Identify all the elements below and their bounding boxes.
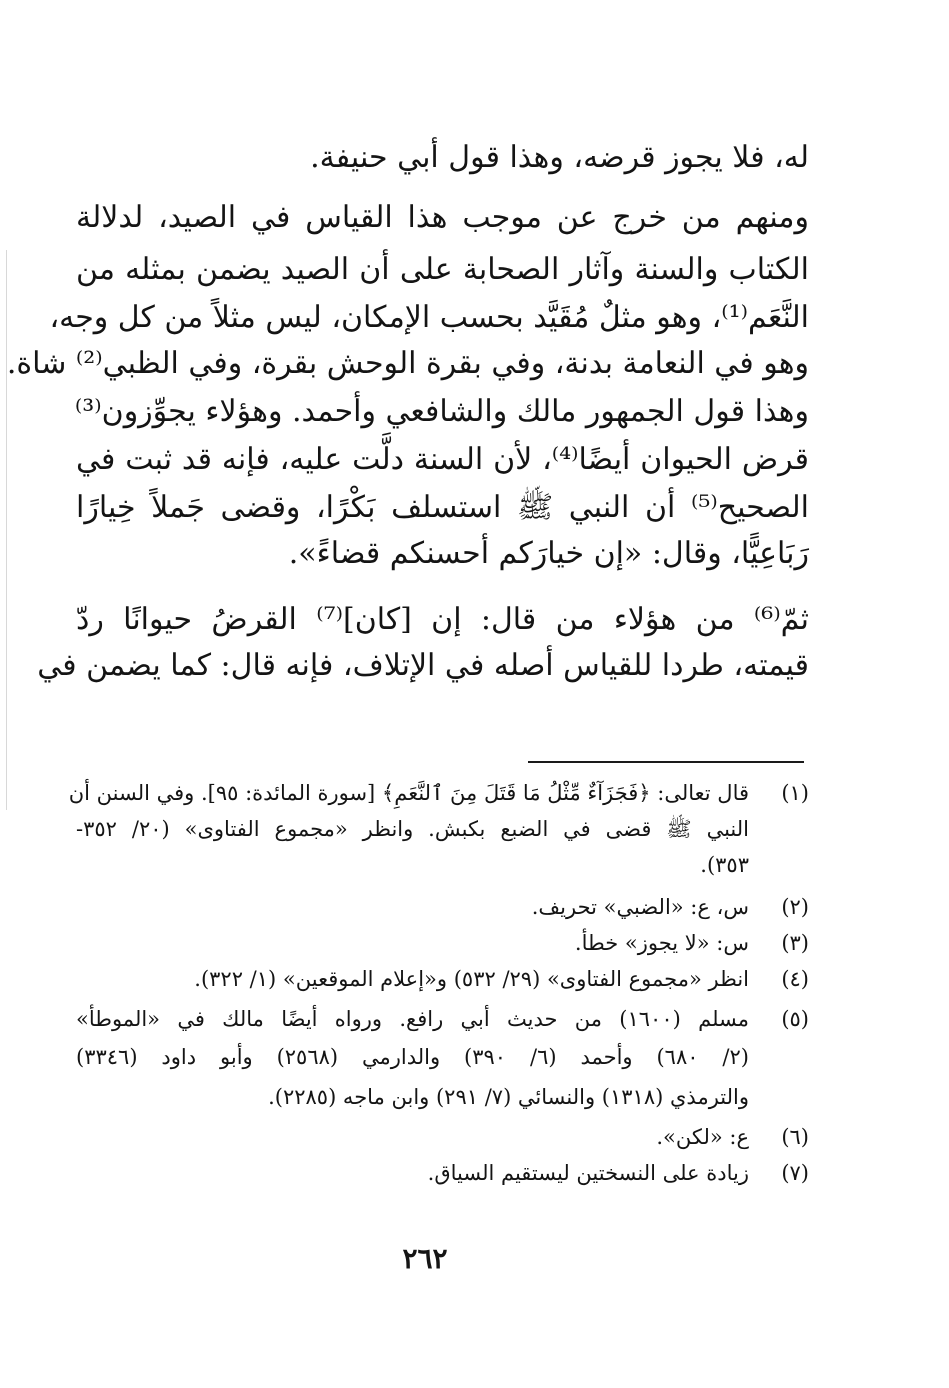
footnote-text: النبي ﷺ قضى في الضبع بكبش. وانظر «مجموع الفتاوى» (٢٠/ ٣٥٢- (76, 817, 749, 841)
footnote-6 (76, 1122, 809, 1156)
page-number: ٢٦٢ (402, 1242, 448, 1275)
text-line: رَبَاعِيًّا، وقال: «إن خيارَكم أحسنكم قضاءً». (288, 536, 809, 571)
footnote-number: (٧) (781, 1161, 809, 1185)
footnote-number: (٤) (781, 967, 809, 991)
footnote-5-cont (76, 1042, 809, 1076)
footnote-text: قال تعالى: ﴿فَجَزَآءٌ مِّثْلُ مَا قَتَلَ مِنَ ٱلنَّعَمِ﴾ [سورة المائدة: ٩٥]. وفي السنن أن (68, 781, 749, 805)
footnote-3 (76, 928, 809, 962)
footnote-number: (٢) (781, 895, 809, 919)
text-line: الكتاب والسنة وآثار الصحابة على أن الصيد يضمن بمثله من (76, 252, 809, 287)
footnote-number: (٦) (781, 1125, 809, 1149)
text-line: قرض الحيوان أيضًا⁽⁴⁾، لأن السنة دلَّت عليه، فإنه قد ثبت في (76, 442, 809, 477)
footnote-text: ع: «لكن». (656, 1125, 749, 1149)
footnote-separator (528, 761, 804, 763)
footnote-1-cont (76, 850, 809, 884)
footnote-text: س، ع: «الضبي» تحريف. (531, 895, 749, 919)
text-line: ومنهم من خرج عن موجب هذا القياس في الصيد، لدلالة (76, 200, 809, 235)
footnote-5-cont (76, 1082, 809, 1116)
text-line: قيمته، طردا للقياس أصله في الإتلاف، فإنه قال: كما يضمن في (37, 648, 809, 683)
footnote-text: انظر «مجموع الفتاوى» (٢٩/ ٥٣٢) و«إعلام الموقعين» (١/ ٣٢٢). (194, 967, 749, 991)
footnote-text: والترمذي (١٣١٨) والنسائي (٧/ ٢٩١) وابن ماجه (٢٢٨٥). (268, 1085, 749, 1109)
footnote-text: س: «لا يجوز» خطأ. (574, 931, 749, 955)
footnote-4 (76, 964, 809, 998)
footnote-2 (76, 892, 809, 926)
footnote-1-cont (76, 814, 809, 848)
footnote-text: (٢/ ٦٨٠) وأحمد (٦/ ٣٩٠) والدارمي (٢٥٦٨) وأبو داود (٣٣٤٦) (76, 1045, 749, 1069)
footnote-text: ٣٥٣). (700, 853, 749, 877)
text-line: الصحيح⁽⁵⁾ أن النبي ﷺ استسلف بَكْرًا، وقضى جَملاً خِيارًا (76, 490, 809, 525)
text-line: وهذا قول الجمهور مالك والشافعي وأحمد. وهؤلاء يجوِّزون⁽³⁾ (74, 394, 809, 429)
text-line: له، فلا يجوز قرضه، وهذا قول أبي حنيفة. (310, 140, 809, 175)
footnote-5 (76, 1004, 809, 1038)
footnote-text: مسلم (١٦٠٠) من حديث أبي رافع. ورواه أيضًا مالك في «الموطأ» (76, 1007, 750, 1031)
footnote-number: (١) (781, 781, 809, 805)
text-line: وهو في النعامة بدنة، وفي بقرة الوحش بقرة، وفي الظبي⁽²⁾ شاة. (6, 346, 809, 381)
footnote-text: زيادة على النسختين ليستقيم السياق. (427, 1161, 749, 1185)
footnote-number: (٣) (781, 931, 809, 955)
page-edge-shadow (6, 250, 7, 810)
text-line: النَّعَم⁽¹⁾، وهو مثلٌ مُقَيَّد بحسب الإمكان، ليس مثلاً من كل وجه، (49, 300, 809, 335)
footnote-number: (٥) (781, 1007, 809, 1031)
text-line: ثمّ⁽⁶⁾ من هؤلاء من قال: إن [كان]⁽⁷⁾ القرضُ حيوانًا ردّ (76, 602, 809, 637)
footnote-1 (68, 778, 809, 812)
footnote-7 (76, 1158, 809, 1192)
